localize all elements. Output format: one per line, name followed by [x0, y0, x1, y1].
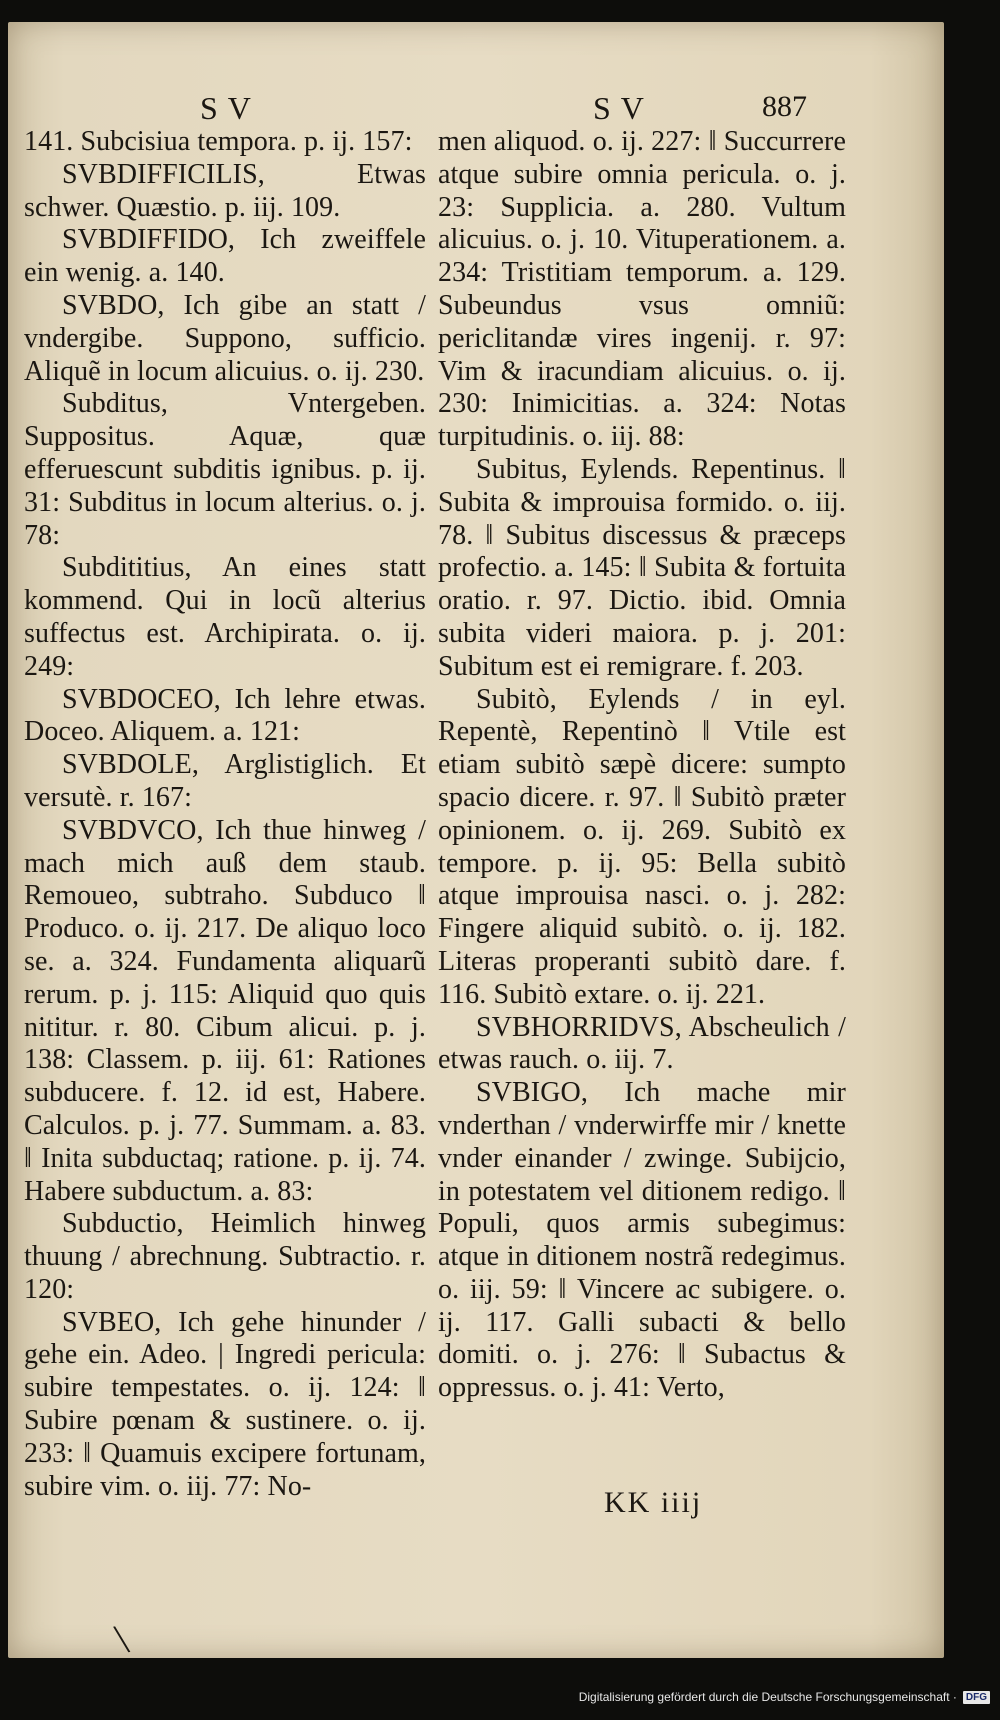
right-column: [438, 126, 846, 1405]
dictionary-entry: SVBEO, Ich gehe hinunder / gehe ein. Adeo. | Ingredi pericula: subire tempestates. o. ij. 124: ‖ Subire pœnam & sustinere. o. ij. 233: ‖ Quamuis excipere fortunam, subire vim. o. iij. 77: No-: [24, 1306, 426, 1502]
dictionary-entry: 141. Subcisiua tempora. p. ij. 157:: [24, 126, 413, 157]
dictionary-entry: SVBDIFFICILIS, Etwas schwer. Quæstio. p. iij. 109.: [24, 158, 426, 223]
dictionary-entry: Subductio, Heimlich hinweg thuung / abrechnung. Subtractio. r. 120:: [24, 1208, 426, 1305]
dictionary-entry: Subdititius, An eines statt kommend. Qui in locũ alterius suffectus est. Archipirata. o. ij. 249:: [24, 552, 426, 682]
dictionary-entry: SVBDVCO, Ich thue hinweg / mach mich auß dem staub. Remoueo, subtraho. Subduco ‖ Produco. o. ij. 217. De aliquo loco se. a. 324. Fundamenta aliquarũ rerum. p. j. 115: Aliquid quo quis nititur. r. 80. Cibum alicui. p. j. 138: Classem. p. iij. 61: Rationes subducere. f. 12. id est, Habere. Calculos. p. j. 77. Summam. a. 83. ‖ Inita subductaq; ratione. p. ij. 74. Habere subductum. a. 83:: [24, 814, 426, 1207]
left-column: [24, 126, 426, 1503]
dictionary-entry: SVBIGO, Ich mache mir vnderthan / vnderwirffe mir / knette vnder einander / zwinge. Subijcio, in potestatem vel ditionem redigo. ‖ Populi, quos armis subegimus: atque in ditionem nostrã redegimus. o. iij. 59: ‖ Vincere ac subigere. o. ij. 117. Galli subacti & bello domiti. o. j. 276: ‖ Subactus & oppressus. o. j. 41: Verto,: [438, 1077, 846, 1404]
credit-text: Digitalisierung gefördert durch die Deutsche Forschungsgemeinschaft ·: [578, 1690, 957, 1704]
dictionary-entry: SVBDOLE, Arglistiglich. Et versutè. r. 167:: [24, 749, 426, 813]
digitization-credit: [579, 1690, 990, 1704]
signature-mark: KK iiij: [604, 1486, 703, 1519]
dictionary-entry: SVBHORRIDVS, Abscheulich / etwas rauch. o. iij. 7.: [438, 1011, 846, 1076]
dictionary-entry: Subditus, Vntergeben. Suppositus. Aquæ, quæ efferuescunt subditis ignibus. p. ij. 31: Subditus in locum alterius. o. j. 78:: [24, 388, 426, 551]
book-page: [8, 22, 944, 1664]
dictionary-entry: SVBDO, Ich gibe an statt / vndergibe. Suppono, sufficio. Aliquẽ in locum alicuius. o. ij. 230.: [24, 289, 426, 387]
running-header-left: SV: [200, 90, 261, 126]
running-header-right: SV: [593, 90, 654, 126]
page-number: 887: [762, 90, 807, 123]
dictionary-entry: SVBDOCEO, Ich lehre etwas. Doceo. Aliquem. a. 121:: [24, 683, 426, 748]
dictionary-entry: men aliquod. o. ij. 227: ‖ Succurrere atque subire omnia pericula. o. j. 23: Supplicia. a. 280. Vultum alicuius. o. j. 10. Vituperationem. a. 234: Tristitiam temporum. a. 129. Subeundus vsus omniũ: periclitandæ vires ingenij. r. 97: Vim & iracundiam alicuius. o. ij. 230: Inimicitias. a. 324: Notas turpitudinis. o. iij. 88:: [438, 126, 846, 453]
dfg-logo: DFG: [963, 1691, 990, 1704]
stray-ink-mark: \: [111, 1616, 133, 1664]
dictionary-entry: Subitus, Eylends. Repentinus. ‖ Subita & improuisa formido. o. iij. 78. ‖ Subitus discessus & præceps profectio. a. 145: ‖ Subita & fortuita oratio. r. 97. Dictio. ibid. Omnia subita videri maiora. p. j. 201: Subitum est ei remigrare. f. 203.: [438, 453, 846, 682]
dictionary-entry: Subitò, Eylends / in eyl. Repentè, Repentinò ‖ Vtile est etiam subitò sæpè dicere: sumpto spacio dicere. r. 97. ‖ Subitò præter opinionem. o. ij. 269. Subitò ex tempore. p. ij. 95: Bella subitò atque improuisa nasci. o. j. 282: Fingere aliquid subitò. o. ij. 182. Literas properanti subitò dare. f. 116. Subitò extare. o. ij. 221.: [438, 683, 846, 1010]
dictionary-entry: SVBDIFFIDO, Ich zweiffele ein wenig. a. 140.: [24, 224, 426, 289]
